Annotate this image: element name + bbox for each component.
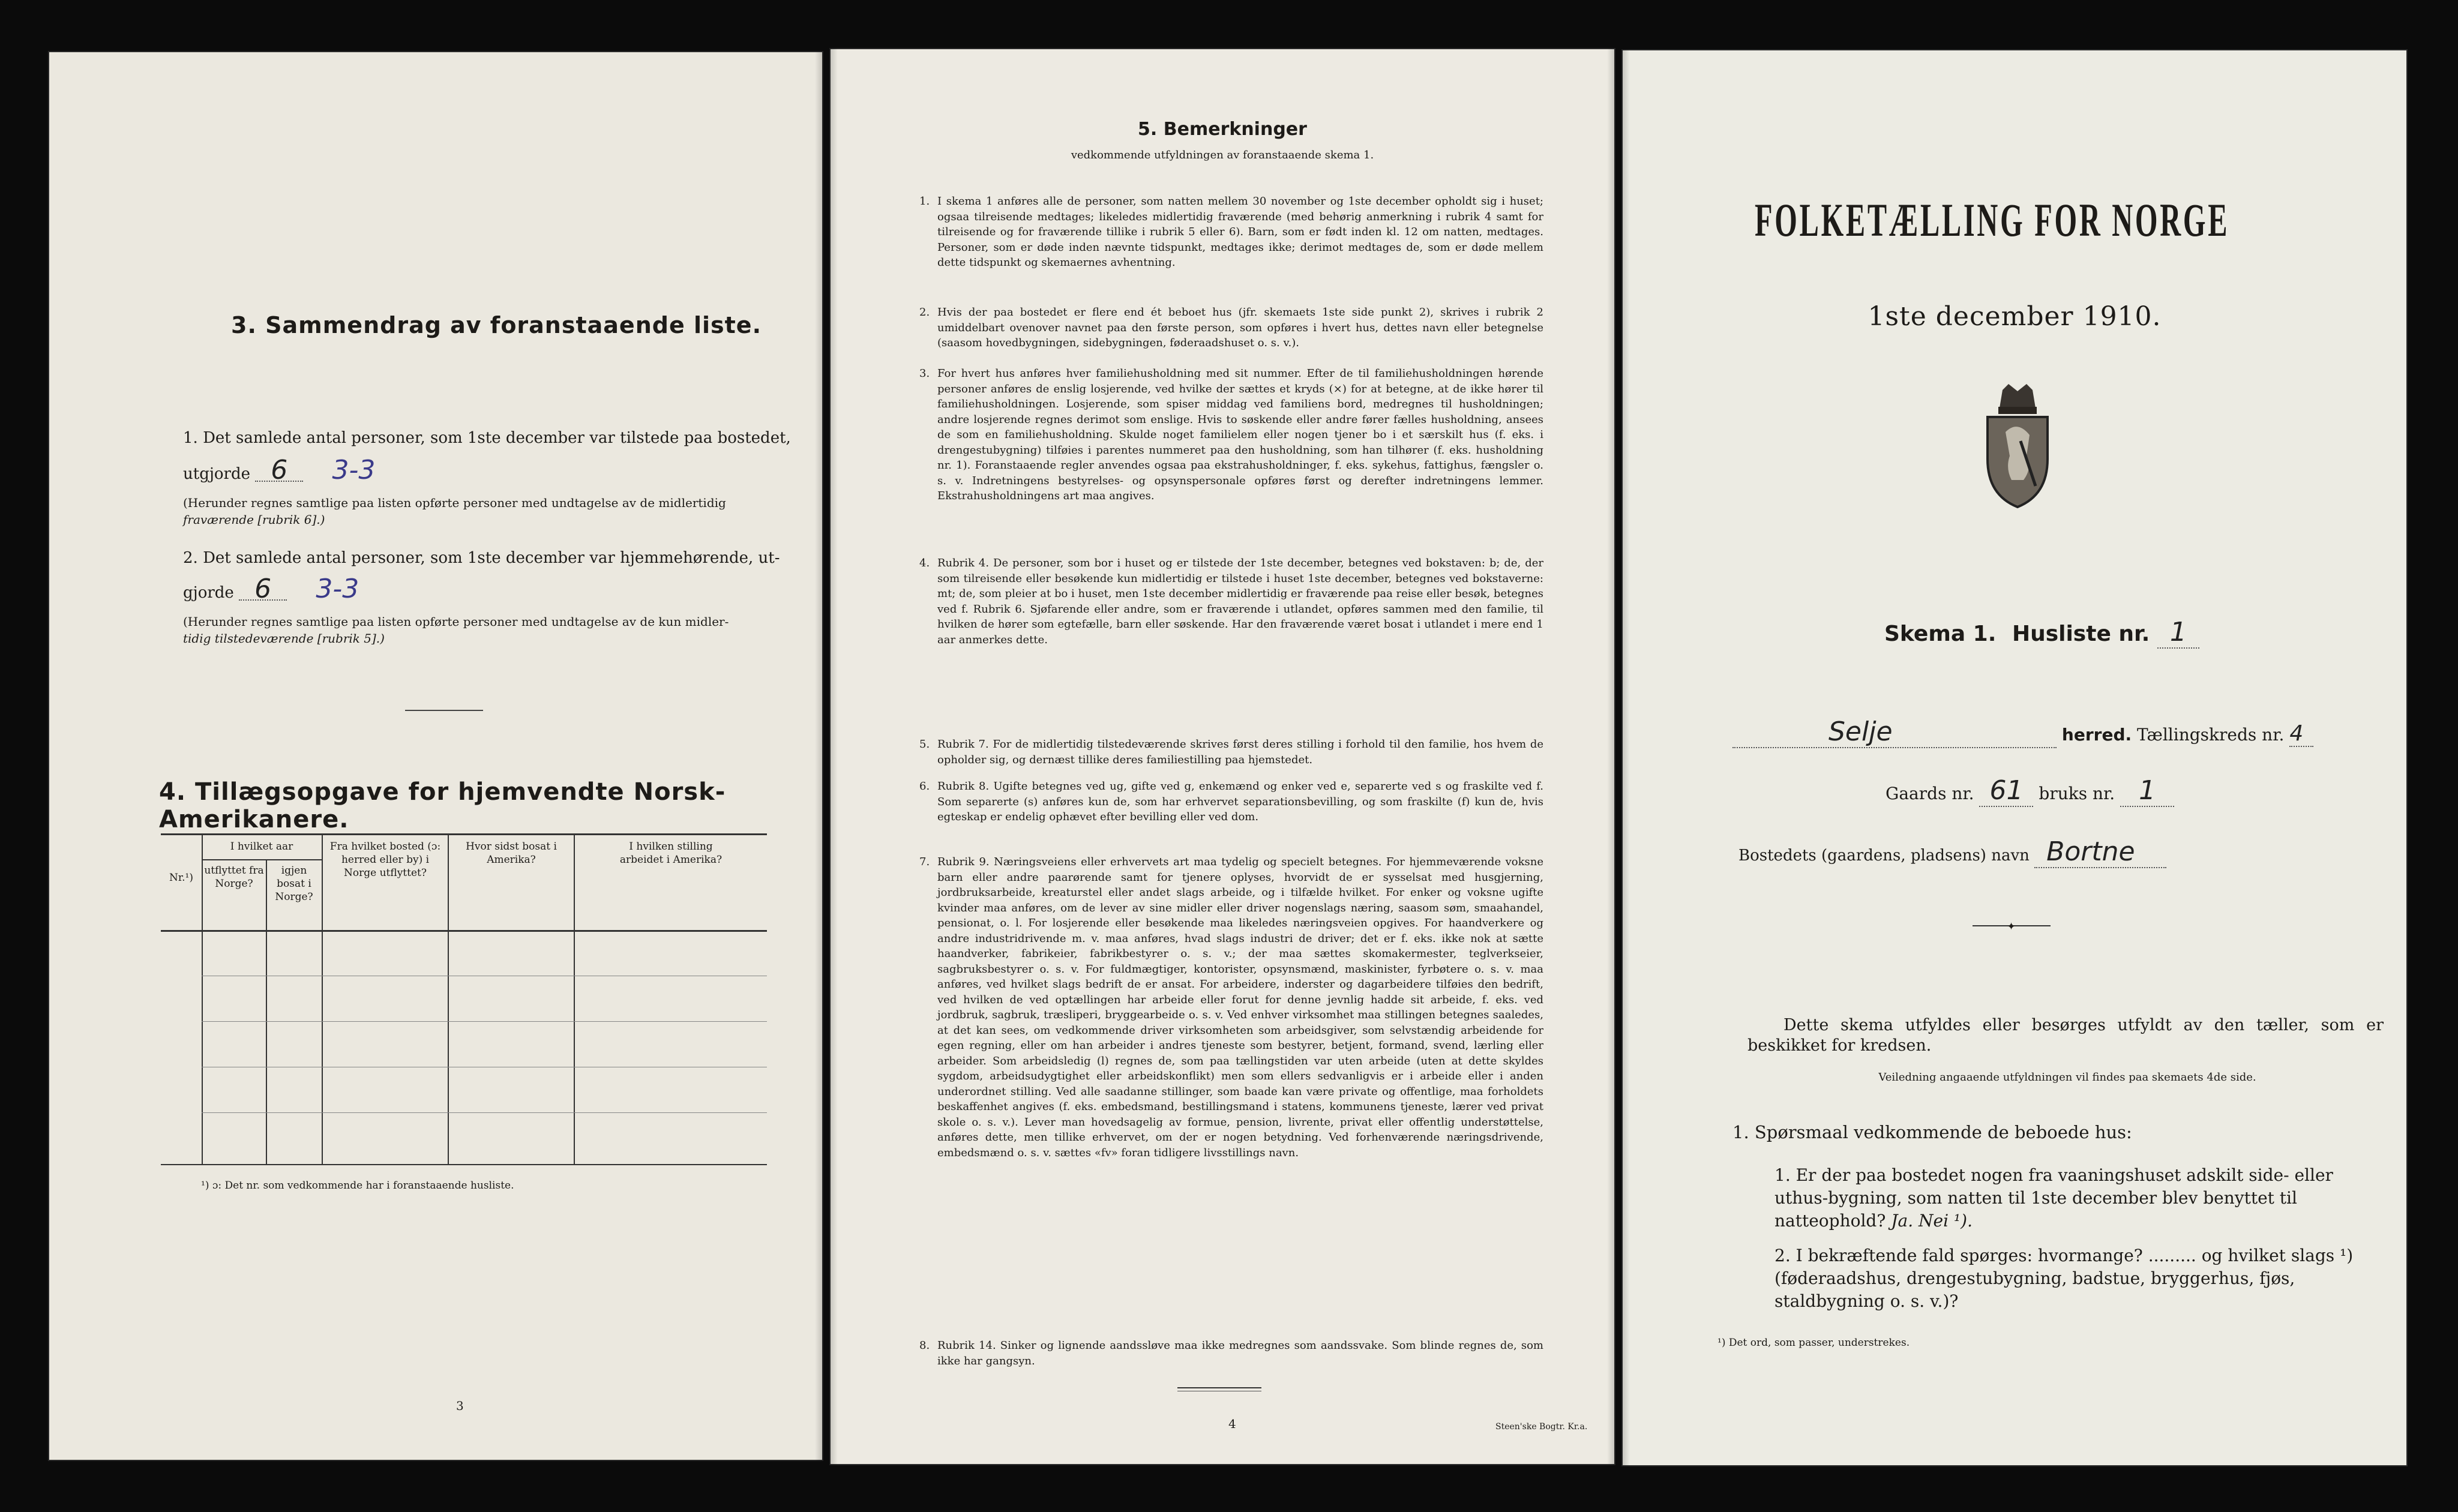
remark-num: 6. [919,780,930,793]
herred-label: herred. [2061,725,2132,745]
col-utflyttet: utflyttet fra Norge? [204,865,264,890]
q1-line: 1. Det samlede antal personer, som 1ste december var tilstede paa bostedet, [183,429,791,447]
remarks-subtitle: vedkommende utfyldningen av foranstaaende skema 1. [1071,149,1374,161]
census-title: FOLKETÆLLING FOR NORGE [1755,194,2230,246]
remark-text: Hvis der paa bostedet er flere end ét beboet hus (jfr. skemaets 1ste side punkt 2), skrives i rubrik 2 umiddelbart ovenover navnet paa den første person, som opføres i hvert hus, dettes navn eller betegnelse (saasom hovedbygningen, sidebygningen, føderaadshuset o. s. v.). [937,306,1543,349]
remark-item-4 [919,556,1543,736]
norsk-amerikaner-table [161,833,767,1165]
remark-item-2 [919,305,1543,367]
col-group: I hvilket aar [230,841,293,853]
remarks-title: 5. Bemerkninger [1138,119,1307,140]
q2-gjorde [183,574,359,604]
page-number-3: 3 [456,1399,464,1413]
page-middle [829,48,1615,1465]
remark-text: For hvert hus anføres hver familiehusholdning med sit nummer. Efter de til familiehusholdningen hørende personer anføres de enslig losjerende, ved hvilke der sættes et kryds (×) for at betegne, at de ikke hører til familiehusholdningen. Losjerende, som spiser middag ved familiens bord, medregnes til husholdningen; andre losjerende regnes derimot som enslige. Hvis to søskende eller andre fører fælles husholdning, ansees de som en familiehusholdning. Skulde noget familielem eller nogen tjener bo i et særskilt hus (f. eks. i drengestubygning) tilføies i parentes nummeret paa den husholdning, som han tilhører (f. eks. husholdning nr. 1). Foranstaaende regler anvendes ogsaa paa ekstrahusholdninger, f. eks. sykehus, fattighus, fængsler o. s. v. Indretningens bestyrelses- og opsynspersonale opføres først og derefter indretningens lemmer. Ekstrahusholdningens art maa angives. [937,367,1543,502]
krets-label: Tællingskreds nr. [2137,725,2285,745]
remark-num: 2. [919,306,930,319]
schema-label: Skema 1. [1884,622,1997,646]
remark-num: 7. [919,856,930,868]
col-nr: Nr.¹) [169,872,193,884]
q1-value: 6 [255,460,303,482]
gaard-label: Gaards nr. [1886,784,1974,803]
schema-line [1884,617,2199,649]
herred-line [1732,716,2369,746]
q2-line: 2. Det samlede antal personer, som 1ste december var hjemmehørende, ut- [183,549,780,567]
remark-text: I skema 1 anføres alle de personer, som natten mellem 30 november og 1ste december opholdt sig i huset; ogsaa tilreisende medtages; likeledes midlertidig fraværende (med behørig anmerkning i rubrik 4 samt for tilreisende og for fraværende tillike i rubrik 5 eller 6). Barn, som er født inden kl. 12 om natten, medtages. Personer, som er døde inden nævnte tidspunkt, medtages ikke; derimot medtages de, som er døde mellem dette tidspunkt og skemaernes avhentning. [937,195,1543,269]
norway-coat-of-arms-icon [1979,384,2057,510]
husliste-label: Husliste nr. [2012,622,2150,646]
remark-num: 4. [919,557,930,569]
bosted-line [1738,836,2166,868]
question-1-answer: Ja. Nei ¹). [1891,1211,1973,1231]
q1-label: utgjorde [183,465,251,483]
question-1-text: 1. Er der paa bostedet nogen fra vaaningshuset adskilt side- eller uthus-bygning, som natten til 1ste december blev benyttet til natteophold? [1774,1165,2333,1231]
remark-item-6 [919,779,1543,846]
gaard-value: 61 [1979,775,2033,807]
q-footnote: ¹) Det ord, som passer, understrekes. [1717,1337,1910,1349]
remark-text: Rubrik 9. Næringsveiens eller erhvervets art maa tydelig og specielt betegnes. For hjemmeværende voksne barn eller andre paarørende samt for tjenere oplyses, hvorvidt de er sysselsat med husgjerning, jordbruksarbeide, kreaturstel eller andet slags arbeide, og i tilfælde hvilket. For enker og voksne ugifte kvinder maa anføres, om de lever av sine midler eller driver nogenslags næring, saasom søm, smaahandel, pensionat, o. l. For losjerende eller besøkende maa likeledes næringsveien opgives. For haandverkere og andre industridrivende m. v. maa anføres, hvad slags industri de driver; det er f. eks. ikke nok at sætte haandverker, fabrikeier, fabrikbestyrer o. s. v.; der maa sættes skomakermester, teglverkseier, sagbruksbestyrer o. s. v. For fuldmægtiger, kontorister, opsynsmænd, maskinister, fyrbøtere o. s. v. maa anføres, ved hvilket slags bedrift de er ansat. For arbeidere, inderster og dagarbeidere tilføies den bedrift, ved hvilken de ved optællingen har arbeide eller forut for denne jevnlig hadde sit arbeide, f. eks. ved jordbruk, sagbruk, træsliperi, bryggearbeide o. s. v. Ved enhver virksomhet maa stillingen betegnes saaledes, at det kan sees, om vedkommende driver virksomheten som arbeidsgiver, som selvstændig arbeidende for egen regning, eller om han arbeider i andres tjeneste som bestyrer, betjent, formand, svend, lærling eller arbeider. Som arbeidsledig (l) regnes de, som paa tællingstiden var uten arbeide (uten at dette skyldes sygdom, arbeidsudygtighet eller arbeidskonflikt) men som ellers sedvanligvis er i arbeide eller i anden underordnet stilling. Ved alle saadanne stillinger, som baade kan være private og offentlige, maa forholdets beskaffenhet angives (f. eks. embedsmand, bestillingsmand i statens, kommunens tjeneste, lærer ved privat skole o. s. v.). Lever man hovedsagelig av formue, pension, livrente, privat eller offentlig understøttelse, anføres dette, men tillike erhvervet, om der er nogen betydning. Ved forhenværende næringsdrivende, embedsmænd o. s. v. sættes «fv» foran tidligere livsstillings navn. [937,856,1543,1159]
col-igjen: igjen bosat i Norge? [275,865,313,903]
remark-text: Rubrik 4. De personer, som bor i huset og er tilstede der 1ste december, betegnes ved bokstaven: b; de, der som tilreisende eller besøkende kun midlertidig er tilstede i huset 1ste december, betegnes ved bokstaverne: mt; de, som pleier at bo i huset, men 1ste december midlertidig er fraværende paa reise eller besøk, betegnes ved f. Rubrik 6. Sjøfarende eller andre, som er fraværende i utlandet, opføres sammen med den familie, til hvilken de hører som egtefælle, barn eller søskende. Har den fraværende været bosat i utlandet i mere end 1 aar anmerkes dette. [937,557,1543,646]
krets-value: 4 [2289,721,2313,747]
bosted-value: Bortne [2034,836,2166,868]
printer-credit: Steen'ske Bogtr. Kr.a. [1495,1422,1588,1432]
q2-note-2: tidig tilstedeværende [rubrik 5].) [183,631,385,646]
herred-value: Selje [1732,716,2057,748]
question-2: 2. I bekræftende fald spørges: hvormange? ......... og hvilket slags ¹) (føderaadshus, drengestubygning, badstue, bryggerhus, fjøs, staldbygning o. s. v.)? [1774,1246,2354,1311]
page-right [1621,49,2408,1466]
section-4-title: 4. Tillægsopgave for hjemvendte Norsk-Amerikanere. [159,778,726,833]
col-fra: Fra hvilket bosted (ɔ: herred eller by) i Norge utflyttet? [329,841,441,879]
q2-value: 6 [239,579,287,601]
q1-split: 3-3 [332,455,376,485]
ornament-icon: ✦ [2007,920,2016,933]
bosted-label: Bostedets (gaardens, pladsens) navn [1738,847,2030,865]
page-left [48,51,823,1461]
q1-note-2: fraværende [rubrik 6].) [183,512,325,527]
remark-item-7 [919,854,1543,1334]
remark-text: Rubrik 7. For de midlertidig tilstedeværende skrives først deres stilling i forhold til den familie, hos hvem de opholder sig, og dernæst tillike deres familiestilling paa hjemstedet. [937,738,1543,766]
gaard-line [1886,775,2174,807]
census-date: 1ste december 1910. [1868,301,2162,332]
bruk-label: bruks nr. [2039,784,2115,803]
remark-text: Rubrik 14. Sinker og lignende aandssløve maa ikke medregnes som aandssvake. Som blinde regnes de, som ikke har gangsyn. [937,1339,1543,1367]
remark-text: Rubrik 8. Ugifte betegnes ved ug, gifte ved g, enkemænd og enker ved e, separerte ved s og fraskilte ved f. Som separerte (s) anføres kun de, som har erhvervet separationsbevilling, og som fraskilte (f) kun de, hvis egteskap er endelig ophævet efter bevilling eller ved dom. [937,780,1543,823]
col-hvor: Hvor sidst bosat i Amerika? [466,841,557,866]
question-heading: 1. Spørsmaal vedkommende de beboede hus: [1732,1122,2132,1142]
remark-item-8 [919,1338,1543,1372]
remark-num: 1. [919,195,930,208]
remark-num: 8. [919,1339,930,1352]
divider [1177,1387,1261,1388]
q2-label: gjorde [183,584,234,602]
q2-note-1: (Herunder regnes samtlige paa listen opførte personer med undtagelse av de kun midler- [183,614,729,629]
info-text: Dette skema utfyldes eller besørges utfyldt av den tæller, som er beskikket for kredsen. [1747,1016,2384,1055]
remark-num: 3. [919,367,930,380]
section-3-title: 3. Sammendrag av foranstaaende liste. [231,312,762,338]
remark-item-5 [919,737,1543,770]
page-number-4: 4 [1228,1417,1236,1431]
info-guidance: Veiledning angaaende utfyldningen vil findes paa skemaets 4de side. [1878,1071,2256,1084]
q1-utgjorde [183,455,376,485]
bruk-value: 1 [2120,775,2174,807]
divider [405,710,483,711]
remark-item-3 [919,366,1543,564]
table-footnote: ¹) ɔ: Det nr. som vedkommende har i foranstaaende husliste. [201,1180,514,1192]
q2-split: 3-3 [316,574,359,604]
husliste-value: 1 [2157,617,2199,649]
remark-num: 5. [919,738,930,751]
remark-item-1 [919,194,1543,301]
col-stilling: I hvilken stilling arbeidet i Amerika? [619,841,723,866]
q1-note-1: (Herunder regnes samtlige paa listen opførte personer med undtagelse av de midlertidig [183,496,726,510]
question-1 [1774,1164,2381,1232]
